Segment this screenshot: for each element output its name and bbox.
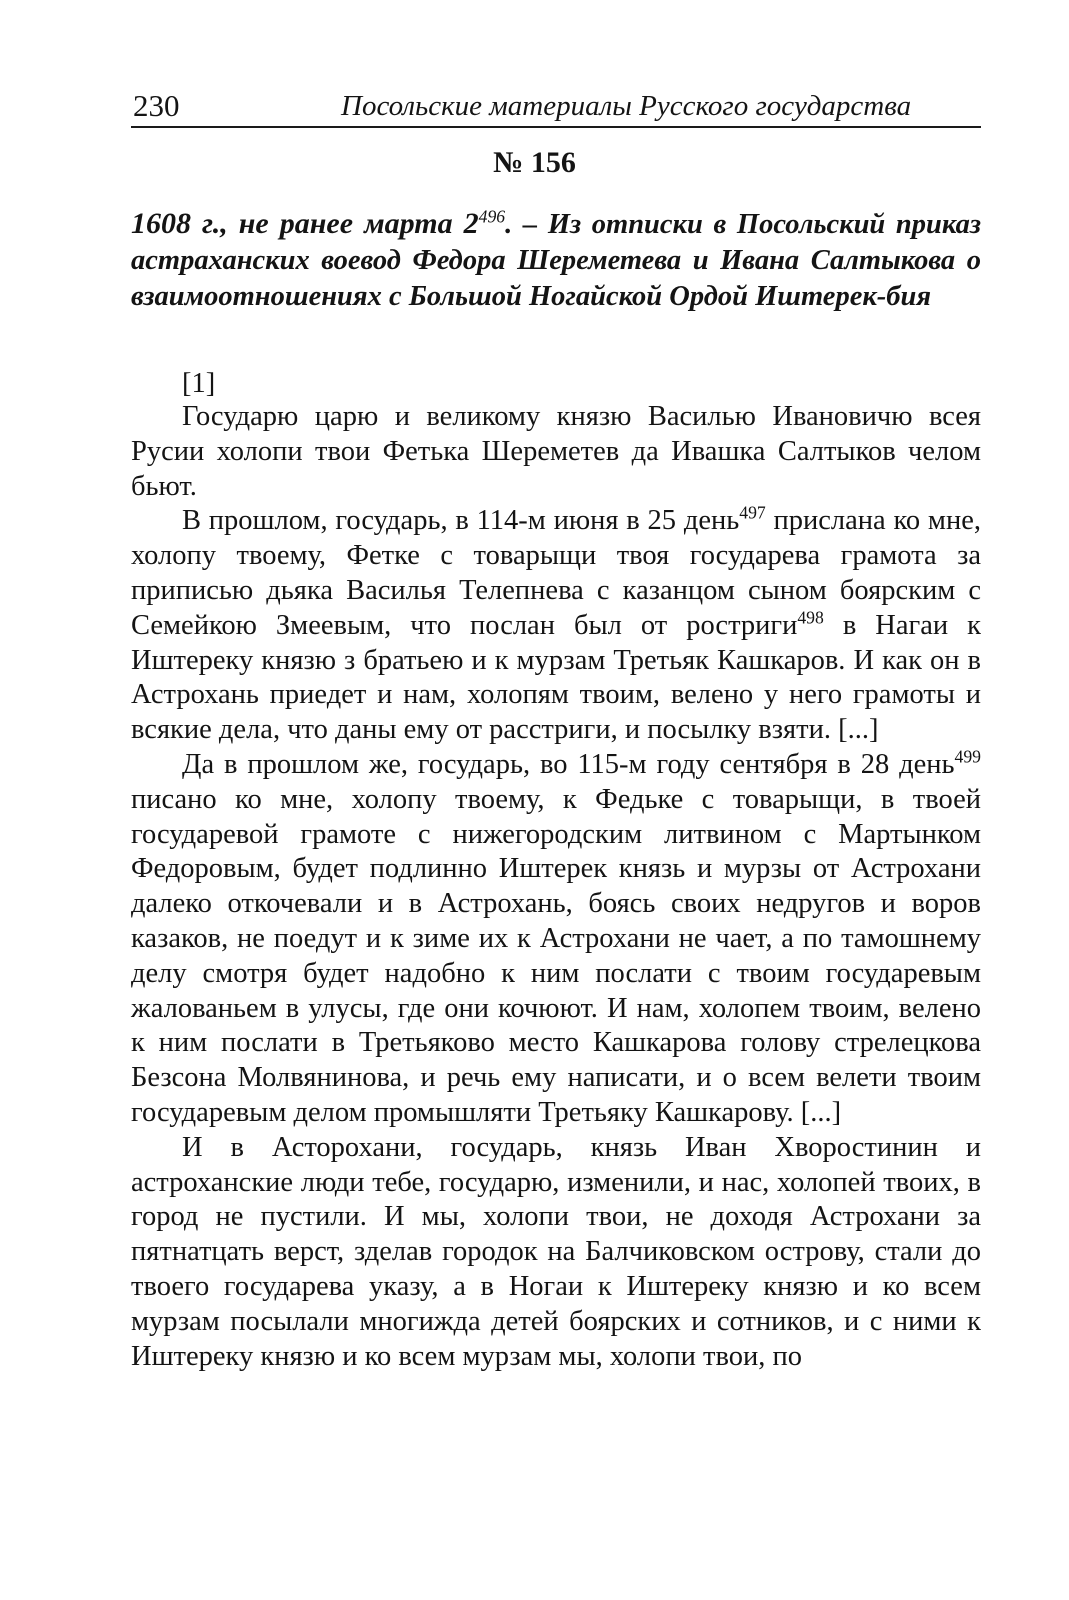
paragraph [131,400,981,504]
running-title: Посольские материалы Русского государства [341,90,912,122]
footnote-ref: 498 [797,607,824,628]
document-body [131,400,981,1374]
section-marker: [1] [182,368,216,399]
heading-description: . – Из отписки в Посольский приказ астраханских воевод Федора Шереметева и Ивана Салтыкова о взаимоотношениях с Большой Ногайской Ордой Иштерек-бия [131,209,981,312]
paragraph-text: И в Асторохани, государь, князь Иван Хворостинин и астроханские люди тебе, государю, изменили, и нас, холопей твоих, в город не пустили. И мы, холопи твои, не доходя Астрохани за пятнатцать верст, зделав городок на Балчиковском острову, стали до твоего государева указу, а в Ногаи к Иштереку князю и ко всем мурзам посылали многижда детей боярских и сотников, и с ними к Иштереку князю и ко всем мурзам мы, холопи твои, по [131,1131,981,1372]
document-heading [131,206,981,315]
paragraph-text: Да в прошлом же, государь, во 115-м году сентября в 28 день [182,748,955,780]
footnote-ref: 499 [954,746,981,767]
paragraph [131,504,981,748]
document-number: № 156 [493,146,576,179]
footnote-ref: 496 [478,206,506,227]
paragraph-text: В прошлом, государь, в 114-м июня в 25 день [182,505,740,537]
running-header [131,84,981,128]
paragraph-text: писано ко мне, холопу твоему, к Федьке с товарыщи, в твоей государевой грамоте с нижегородским литвином с Мартынком Федоровым, будет подлинно Иштерек князь и мурзы от Астрохани далеко откочевали и в Астрохань, боясь своих недругов и воров казаков, не поедут и к зиме их к Астрохани не чает, а по тамошнему делу смотря будет надобно к ним послати с твоим государевым жалованьем в улусы, где они кочюют. И нам, холопем твоим, велено к ним послати в Третьяково место Кашкарова голову стрелецкова Безсона Молвянинова, и речь ему написати, и о всем велети твоим государевым делом промышляти Третьяку Кашкарову. [...] [131,783,981,1128]
paragraph [131,1131,981,1375]
paragraph-text: в Нагаи к Иштереку князю з братьею и к мурзам Третьяк Кашкаров. И как он в Астрохань приедет и нам, холопям твоим, велено у него грамоты и всякие дела, что даны ему от расстриги, и посылку взяти. [...] [131,609,981,746]
heading-date: 1608 г., не ранее марта 2 [131,207,479,240]
page-number: 230 [133,88,180,123]
paragraph-text: Государю царю и великому князю Василью Ивановичю всея Русии холопи твои Фетька Шереметев да Ивашка Салтыков челом бьют. [131,401,981,502]
paragraph-text: прислана ко мне, холопу твоему, Фетке с товарыщи твоя государева грамота за приписью дьяка Василья Телепнева с казанцом сыном боярским с Семейкою Змеевым, что послан был от ростриги [131,505,981,641]
paragraph [131,748,981,1131]
footnote-ref: 497 [739,502,766,523]
